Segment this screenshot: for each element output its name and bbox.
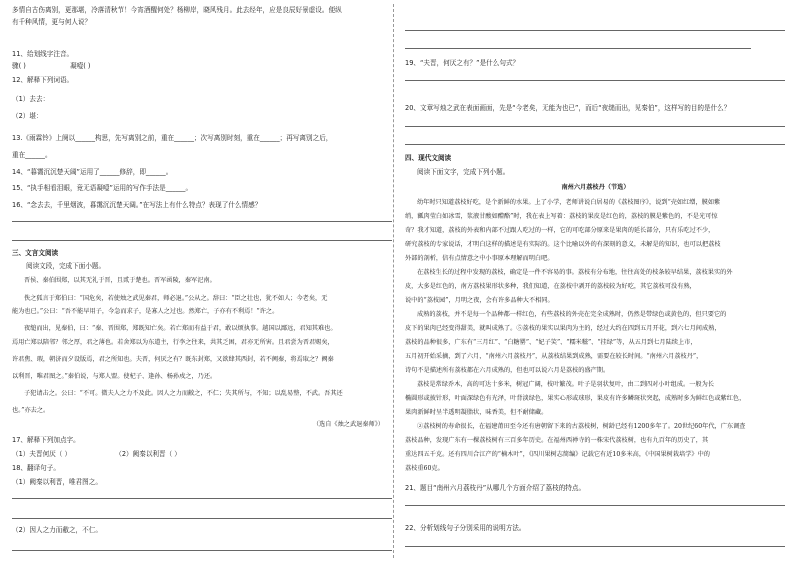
answer-line: [405, 80, 785, 81]
column-divider: [393, 4, 394, 558]
question-11-items: [12, 62, 384, 71]
question-11: 11、给划线字注音。: [12, 50, 74, 58]
passage-line: 奇？我才知道，荔枝的外表和内部不过跟人吃过的一样，它的可吃部分原来是果肉的延长部分，只有乐吃过不少，: [405, 227, 715, 234]
q11-item: 骤( ): [12, 62, 26, 70]
section-3-heading: 三、文言文阅读: [12, 249, 59, 257]
answer-line: [405, 30, 785, 31]
question-21: 21、题目“南州六月荔枝丹”从哪几个方面介绍了荔枝的特点。: [405, 484, 586, 492]
passage-line: 研究荔枝的专家说话，才明白这样的描述是有实际的。这个比喻以外的有深刻的意义，未解是的知识，也可以把荔枝: [405, 241, 721, 248]
passage-line: 以利晋，唯君图之。”秦伯说，与郑人盟。使杞子、逢孙、杨孙戍之，乃还。: [12, 373, 217, 380]
passage-line: 五月初开始采摘，到了六月，“南州六月荔枝丹”，从荔枝结果到成熟，需要在较长时间。“南州六月荔枝丹”，: [405, 353, 703, 360]
intro-line: 有千种风情，更与何人说？: [12, 18, 92, 26]
passage-line: 椭圆形或披针形，叶面深绿色有光泽，叶背淡绿色，果实心形或球形，果皮有许多鳞斑状突起，成熟时多为鲜红色或紫红色，: [405, 395, 746, 402]
question-13: 13.《雨霖铃》上阕以______构思，先写离别之前，重在______；次写离别时刻，重在______；再写离别之后，: [12, 134, 333, 142]
question-13-cont: 重在______。: [12, 151, 52, 159]
passage-line: 夜缒而出，见秦伯，曰：“秦、晋围郑，郑既知亡矣。若亡郑而有益于君，敢以烦执事。越国以鄙远，君知其难也。: [24, 325, 337, 332]
right-column: [397, 0, 794, 562]
passage-line: 佚之狐言于郑伯曰：“国危矣，若使烛之武见秦君，师必退。”公从之。辞曰：“臣之壮也，犹不如人；今老矣，无: [24, 295, 328, 302]
passage-line: 荔枝是常绿乔木，高的可达十多米，树冠广阔，枝叶繁茂。叶子是羽状复叶，由二到四对小叶组成。一般为长: [417, 381, 714, 388]
question-17: 17、解释下列加点字。: [12, 436, 80, 444]
question-16: 16、“念去去，千里烟波，暮霭沉沉楚天阔。”在写法上有什么特点？表现了什么情感？: [12, 201, 262, 209]
passage-line: 荔枝品种，发现广东有一棵荔枝树有三百多年历史。在福州西禅寺的一株宋代荔枝树，也有九百年的历史了，其: [405, 437, 709, 444]
section-4-heading: 四、现代文阅读: [405, 154, 452, 162]
answer-line: [12, 518, 392, 519]
q18-item: （1）阙秦以利晋，唯君图之。: [12, 478, 102, 486]
answer-line: [405, 546, 785, 547]
passage-line: 在荔枝生长的过程中发现的荔枝，确定是一件不容易的事。荔枝有分布地，往往高处的枝条较早结果，荔枝果实的外: [417, 269, 733, 276]
q17-item: （2）阙秦以利晋（ ）: [115, 450, 181, 458]
answer-line: [12, 550, 392, 551]
question-18: 18、翻译句子。: [12, 464, 60, 472]
question-19: 19、“夫晋，何厌之有？”是什么句式？: [405, 59, 520, 67]
passage-line: 外部的剖析，信有点情意之中小事原本理解而明白吧。: [405, 255, 554, 262]
q18-item: （2）因人之力而敝之，不仁。: [12, 526, 102, 534]
passage-line: 许君焦、瑕，朝济而夕设版焉，君之所知也。夫晋，何厌之有？既东封郑，又欲肆其西封，若不阙秦，将焉取之？阙秦: [12, 356, 334, 363]
passage-line: 幼年时只知道荔枝好吃，是个新鲜的水果。上了小学，老师讲说白居易的《荔枝图序》，说到“壳如红缯，膜如紫: [417, 199, 721, 206]
passage-line: 绡，瓤肉莹白如冰雪，浆液甘酸如醴酪”时，我在表上写着：荔枝的果皮是红色的，荔枝的膜是紫色的，不是光可惊: [405, 213, 718, 220]
passage-line: 重达四五千克。还有四川合江产的“楠木叶”，《四川果树志简编》记载它有近10多米高，《中国果树栽培学》中的: [405, 451, 710, 458]
q11-item: 凝噎( ): [70, 62, 91, 70]
answer-line: [405, 126, 785, 127]
passage-line: 果肉新鲜时呈半透明凝脂状，味香美，但不耐储藏。: [405, 409, 548, 416]
question-12: 12、解释下列词语。: [12, 76, 74, 84]
q17-item: （1）夫晋何厌（ ）: [12, 450, 72, 458]
passage-source: （选自《烛之武退秦师》）: [312, 421, 384, 428]
passage-line: 荔枝的品种很多，广东有“三月红”、“白糖罂”、“妃子笑”、“糯米糍”、“挂绿”等，从五月到七月陆续上市，: [405, 339, 697, 346]
question-15: 15、“执手相看泪眼，竟无语凝噎”运用的写作手法是______。: [12, 184, 193, 192]
question-20: 20、文章写烛之武在表面画面，先是“今老矣，无能为也已”，而后“夜缒而出，见秦伯”，这样写的目的是什么？: [405, 104, 731, 112]
answer-line: [405, 505, 785, 506]
passage-line: 也。”亦去之。: [12, 407, 50, 414]
left-column: [0, 0, 392, 562]
question-22: 22、分析划线句子分别采用的说明方法。: [405, 524, 526, 532]
passage-line: 晋侯、秦伯围郑，以其无礼于晋，且贰于楚也。晋军函陵，秦军氾南。: [24, 277, 216, 284]
answer-line: [12, 221, 392, 222]
passage-line: 皮下的果肉已经变得甜美，就叫成熟了。⑤荔枝的果实以果肉为主的，经过大约在四到五月开花，到六七月间成熟，: [405, 325, 721, 332]
q12-item: （1）去去：: [12, 95, 50, 103]
intro-line: 多情自古伤离别，更那堪，冷落清秋节！今宵酒醒何处？杨柳岸，晓风残月。此去经年，应是良辰好景虚设。便纵: [12, 6, 342, 14]
question-14: 14、“暮霭沉沉楚天阔”运用了______修辞，即______。: [12, 168, 173, 176]
section-4-intro: 阅读下面文字，完成下列小题。: [417, 168, 510, 176]
answer-line: [12, 498, 392, 499]
passage-line: 成熟的荔枝，并不是每一个品种都一样红色，有些荔枝的外壳在完全成熟时，仍然是带绿色或黄色的，但只要它的: [417, 311, 727, 318]
passage-line: 说中的“荔枝园”，月明之夜，会有许多品种大不相同。: [405, 297, 554, 304]
passage-line: 荔枝重60克。: [405, 465, 444, 472]
passage-line: 皮，大多是红色的，南方荔枝果形状多种，我们知道，在荔枝中剥开的荔枝较为好吃，其它荔枝可没有熟，: [405, 283, 696, 290]
section-3-intro: 阅读文段，完成下面小题。: [26, 262, 106, 270]
answer-line: [12, 240, 392, 241]
passage-line: 诗句不是描述所有荔枝都在六月成熟的，但也可以说六月是荔枝的盛产期。: [405, 367, 610, 374]
passage-title: 南州六月荔枝丹（节选）: [561, 184, 630, 191]
answer-line: [405, 144, 785, 145]
question-17-items: [12, 450, 384, 459]
q12-item: （2）堪：: [12, 112, 43, 120]
passage-line: ②荔枝树的寿命很长，在福建莆田至今还有唐朝留下来的古荔枝树，树龄已经有1200多年了。20世纪60年代，广东调查: [417, 423, 746, 430]
answer-line: [405, 48, 751, 49]
passage-line: 子犯请击之。公曰：“不可。微夫人之力不及此。因人之力而敝之，不仁；失其所与，不知；以乱易整，不武。吾其还: [24, 390, 343, 397]
passage-line: 能为也已。”公曰：“吾不能早用子，今急而求子，是寡人之过也。然郑亡，子亦有不利焉！”许之。: [12, 308, 279, 315]
passage-line: 焉用亡郑以陪邻？邻之厚，君之薄也。若舍郑以为东道主，行李之往来，共其乏困，君亦无所害。且君尝为晋君赐矣，: [12, 339, 334, 346]
